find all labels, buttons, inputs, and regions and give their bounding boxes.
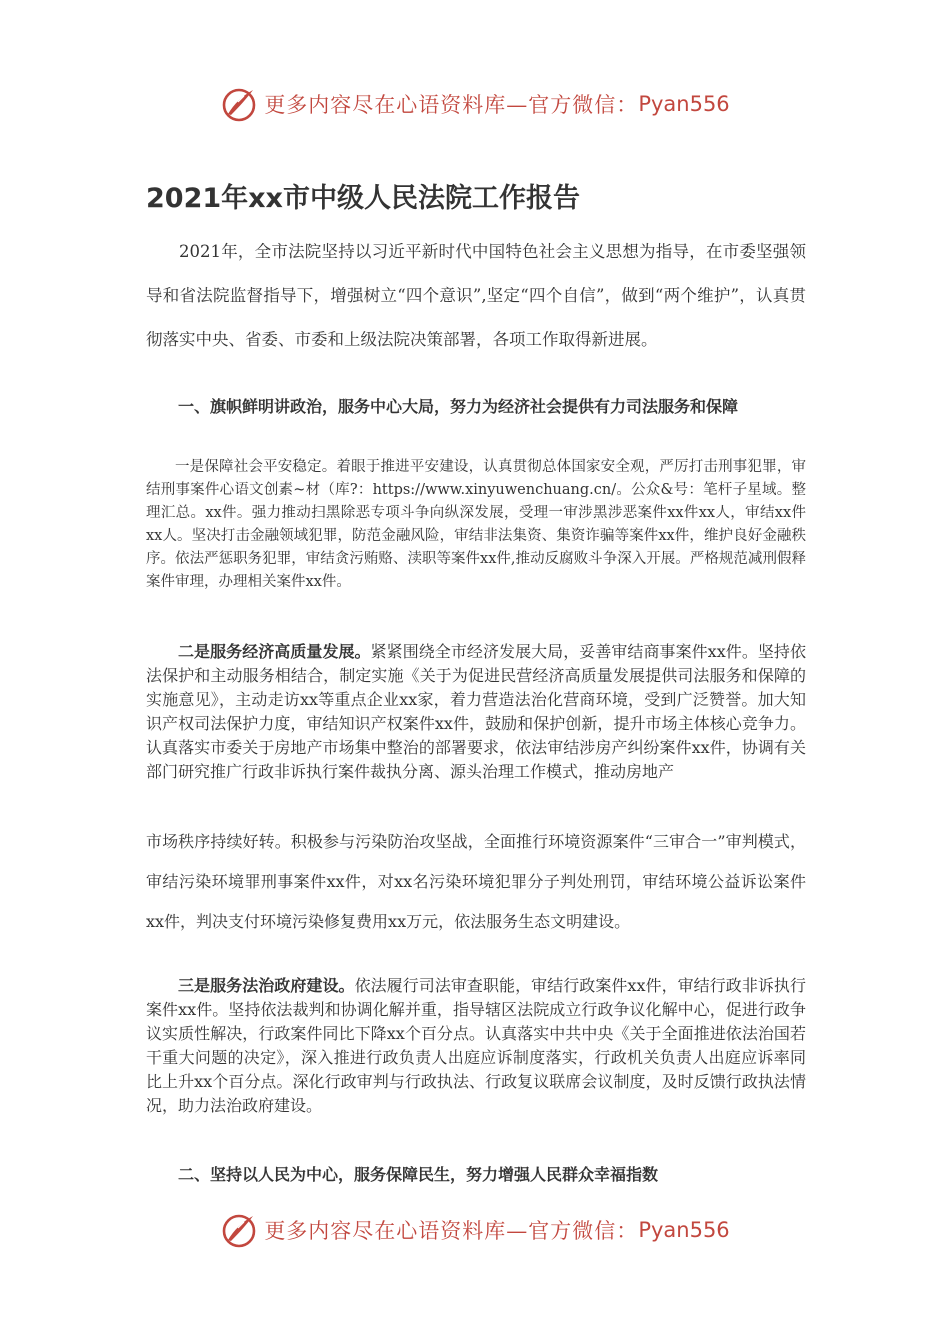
paragraph-security: 一是保障社会平安稳定。着眼于推进平安建设，认真贯彻总体国家安全观，严厉打击刑事犯罪，审结刑事案件心语文创素~材（库?：https://www.xinyuwenchuang.cn/。公众&号：笔杆子星域。整理汇总。xx件。强力推动扫黑除恶专项斗争向纵深发展，受理一审涉黑涉恶案件xx件xx人，审结xx件xx人。坚决打击金融领域犯罪，防范金融风险，审结非法集资、集资诈骗等案件xx件，维护良好金融秩序。依法严惩职务犯罪，审结贪污贿赂、渎职等案件xx件,推动反腐败斗争深入开展。严格规范减刑假释案件审理，办理相关案件xx件。 [146, 459, 806, 590]
quill-logo-icon [220, 1210, 260, 1250]
footer-banner [0, 1208, 950, 1252]
paragraph-economy-body: 紧紧围绕全市经济发展大局，妥善审结商事案件xx件。坚持依法保护和主动服务相结合，制定实施《关于为促进民营经济高质量发展提供司法服务和保障的实施意见》，主动走访xx等重点企业xx家，着力营造法治化营商环境，受到广泛赞誉。加大知识产权司法保护力度，审结知识产权案件xx件，鼓励和保护创新，提升市场主体核心竞争力。认真落实市委关于房地产市场集中整治的部署要求，依法审结涉房产纠纷案件xx件，协调有关部门研究推广行政非诉执行案件裁执分离、源头治理工作模式，推动房地产 [146, 642, 806, 781]
intro-paragraph: 2021年，全市法院坚持以习近平新时代中国特色社会主义思想为指导，在市委坚强领导和省法院监督指导下，增强树立“四个意识”,坚定“四个自信”，做到“两个维护”，认真贯彻落实中央、省委、市委和上级法院决策部署，各项工作取得新进展。 [146, 242, 806, 349]
section-heading-1: 一、旗帜鲜明讲政治，服务中心大局，努力为经济社会提供有力司法服务和保障 [178, 397, 739, 416]
paragraph-economy [146, 640, 806, 784]
paragraph-economy-continued: 市场秩序持续好转。积极参与污染防治攻坚战，全面推行环境资源案件“三审合一”审判模式，审结污染环境罪刑事案件xx件，对xx名污染环境犯罪分子判处刑罚，审结环境公益诉讼案件xx件，判决支付环境污染修复费用xx万元，依法服务生态文明建设。 [146, 832, 806, 931]
paragraph-rule-of-law-lead: 三是服务法治政府建设。 [178, 976, 355, 995]
banner-text: 更多内容尽在心语资料库—官方微信： [264, 1219, 639, 1243]
paragraph-rule-of-law-body: 依法履行司法审查职能，审结行政案件xx件，审结行政非诉执行案件xx件。坚持依法裁判和协调化解并重，指导辖区法院成立行政争议化解中心，促进行政争议实质性解决，行政案件同比下降xx个百分点。认真落实中共中央《关于全面推进依法治国若干重大问题的决定》，深入推进行政负责人出庭应诉制度落实，行政机关负责人出庭应诉率同比上升xx个百分点。深化行政审判与行政执法、行政复议联席会议制度，及时反馈行政执法情况，助力法治政府建设。 [146, 976, 806, 1115]
page-title: 2021年xx市中级人民法院工作报告 [146, 183, 580, 214]
section-heading-2: 二、坚持以人民为中心，服务保障民生，努力增强人民群众幸福指数 [178, 1165, 659, 1184]
quill-logo-icon [220, 84, 260, 124]
header-banner [0, 82, 950, 126]
paragraph-rule-of-law [146, 974, 806, 1118]
wechat-id: Pyan556 [638, 92, 730, 116]
banner-text: 更多内容尽在心语资料库—官方微信： [264, 93, 639, 117]
paragraph-economy-lead: 二是服务经济高质量发展。 [178, 642, 371, 661]
wechat-id: Pyan556 [638, 1218, 730, 1242]
